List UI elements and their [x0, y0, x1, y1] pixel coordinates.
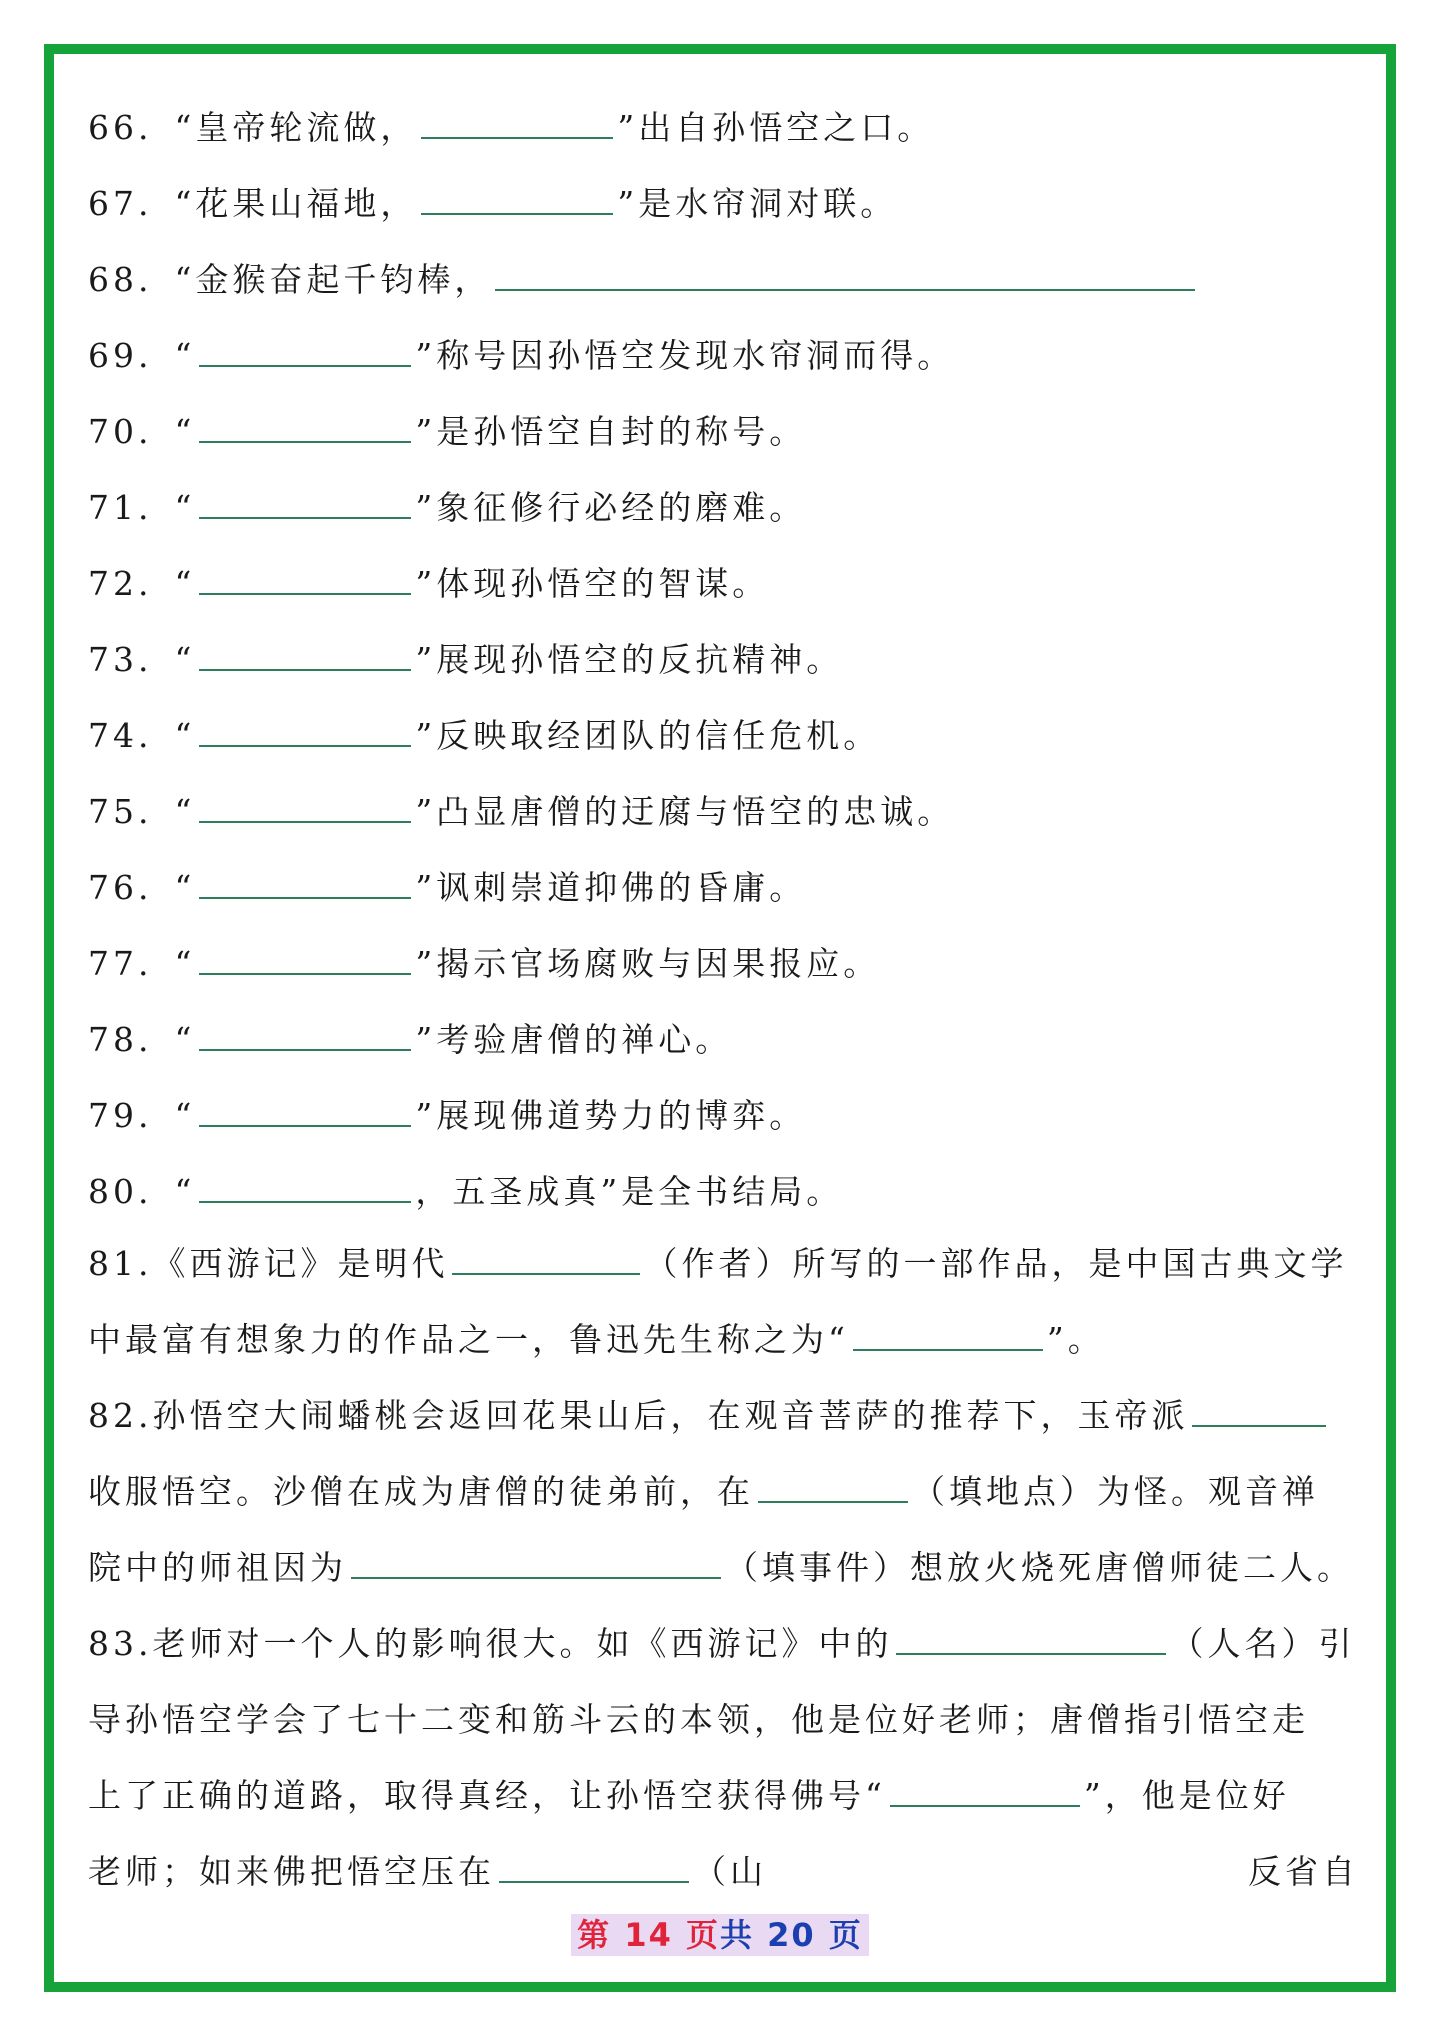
q82-text-b: 收服悟空。沙僧在成为唐僧的徒弟前，在: [88, 1472, 754, 1511]
question-item: [88, 942, 880, 986]
q83-text-c: 导孙悟空学会了七十二变和筋斗云的本领，他是位好老师；唐僧指引悟空走: [88, 1700, 1309, 1739]
footer-ye: 页: [685, 1916, 720, 1954]
question-text-before: “: [174, 488, 196, 527]
q83-text-f: 老师；如来佛把悟空压在: [88, 1852, 495, 1891]
footer-ye2: 页: [828, 1916, 863, 1954]
question-text-after: ”象征修行必经的磨难。: [415, 488, 807, 527]
footer-di: 第: [577, 1916, 612, 1954]
answer-blank[interactable]: [199, 1095, 411, 1127]
question-text-after: ”讽刺崇道抑佛的昏庸。: [415, 868, 807, 907]
question-83-line-2: [88, 1698, 1309, 1742]
question-item: [88, 638, 843, 682]
question-number: 76.: [88, 868, 153, 907]
question-text-before: “: [174, 640, 196, 679]
answer-blank[interactable]: [199, 487, 411, 519]
question-number: 72.: [88, 564, 153, 603]
answer-blank[interactable]: [199, 1171, 411, 1203]
question-item: [88, 714, 880, 758]
q83-text-a: 83.老师对一个人的影响很大。如《西游记》中的: [88, 1624, 893, 1663]
q81-text-c: 中最富有想象力的作品之一，鲁迅先生称之为“: [88, 1320, 849, 1359]
answer-blank[interactable]: [199, 563, 411, 595]
q82-text-e: （填事件）想放火烧死唐僧师徒二人。: [725, 1548, 1354, 1587]
q83-buddha-title-blank[interactable]: [890, 1775, 1080, 1807]
question-text-before: “: [174, 792, 196, 831]
question-text-before: “: [174, 1020, 196, 1059]
question-item: [88, 866, 806, 910]
answer-blank[interactable]: [199, 639, 411, 671]
answer-blank[interactable]: [199, 791, 411, 823]
q83-text-e: ”，他是位好: [1083, 1776, 1290, 1815]
q82-text-d: 院中的师祖因为: [88, 1548, 347, 1587]
question-text-after: ”展现佛道势力的博弈。: [415, 1096, 807, 1135]
question-number: 69.: [88, 336, 153, 375]
question-number: 79.: [88, 1096, 153, 1135]
question-text-before: “: [174, 1096, 196, 1135]
question-text-before: “金猴奋起千钧棒，: [174, 260, 492, 299]
answer-blank[interactable]: [199, 1019, 411, 1051]
question-item: [88, 106, 934, 150]
q83-name-blank[interactable]: [896, 1623, 1166, 1655]
question-text-before: “: [174, 1172, 196, 1211]
question-number: 77.: [88, 944, 153, 983]
q83-text-d: 上了正确的道路，取得真经，让孙悟空获得佛号“: [88, 1776, 886, 1815]
question-text-after: ”称号因孙悟空发现水帘洞而得。: [415, 336, 955, 375]
q81-text-b: （作者）所写的一部作品，是中国古典文学: [644, 1244, 1348, 1283]
question-81-line-1: [88, 1242, 1347, 1286]
question-text-after: ”是水帘洞对联。: [617, 184, 898, 223]
q83-mountain-blank[interactable]: [499, 1851, 689, 1883]
question-text-after: ”考验唐僧的禅心。: [415, 1020, 733, 1059]
q82-place-blank[interactable]: [758, 1471, 908, 1503]
question-text-after: ，五圣成真”是全书结局。: [415, 1172, 844, 1211]
question-82-line-1: [88, 1394, 1330, 1438]
q82-person-blank[interactable]: [1192, 1395, 1326, 1427]
q81-title-blank[interactable]: [853, 1319, 1043, 1351]
q83-text-h: 反省自: [1248, 1852, 1359, 1891]
q83-text-b: （人名）引: [1170, 1624, 1356, 1663]
question-83-line-4-end: [1248, 1850, 1359, 1894]
q82-text-c: （填地点）为怪。观音禅: [912, 1472, 1319, 1511]
question-item: [88, 410, 806, 454]
question-item: [88, 1170, 843, 1214]
question-text-before: “: [174, 716, 196, 755]
question-text-before: “: [174, 944, 196, 983]
question-text-after: ”凸显唐僧的迂腐与悟空的忠诚。: [415, 792, 955, 831]
answer-blank[interactable]: [421, 107, 613, 139]
answer-blank[interactable]: [199, 411, 411, 443]
question-number: 78.: [88, 1020, 153, 1059]
question-item: [88, 334, 954, 378]
question-item: [88, 790, 954, 834]
question-83-line-3: [88, 1774, 1290, 1818]
answer-blank[interactable]: [199, 335, 411, 367]
question-number: 80.: [88, 1172, 153, 1211]
footer-gong: 共: [720, 1916, 755, 1954]
question-81-line-2: [88, 1318, 1105, 1362]
q81-text-d: ”。: [1046, 1320, 1105, 1359]
question-83-line-1: [88, 1622, 1355, 1666]
q81-author-blank[interactable]: [452, 1243, 640, 1275]
page-footer: [0, 1910, 1440, 1956]
question-number: 67.: [88, 184, 153, 223]
q82-text-a: 82.孙悟空大闹蟠桃会返回花果山后，在观音菩萨的推荐下，玉帝派: [88, 1396, 1189, 1435]
question-item: [88, 1094, 806, 1138]
question-83-line-4: [88, 1850, 767, 1894]
question-number: 75.: [88, 792, 153, 831]
question-text-after: ”展现孙悟空的反抗精神。: [415, 640, 844, 679]
question-82-line-3: [88, 1546, 1354, 1590]
question-item: [88, 1018, 732, 1062]
question-number: 68.: [88, 260, 153, 299]
answer-blank[interactable]: [199, 943, 411, 975]
question-text-before: “: [174, 336, 196, 375]
question-item: [88, 486, 806, 530]
question-text-before: “: [174, 868, 196, 907]
question-text-before: “: [174, 412, 196, 451]
question-text-after: ”是孙悟空自封的称号。: [415, 412, 807, 451]
question-item: [88, 258, 1199, 302]
question-text-after: ”反映取经团队的信任危机。: [415, 716, 881, 755]
question-item: [88, 562, 769, 606]
question-number: 66.: [88, 108, 153, 147]
answer-blank[interactable]: [421, 183, 613, 215]
q81-text-a: 81.《西游记》是明代: [88, 1244, 449, 1283]
answer-blank[interactable]: [199, 867, 411, 899]
question-82-line-2: [88, 1470, 1319, 1514]
q83-text-g: （山: [693, 1852, 767, 1891]
question-number: 71.: [88, 488, 153, 527]
question-text-after: ”体现孙悟空的智谋。: [415, 564, 770, 603]
answer-blank[interactable]: [495, 259, 1195, 291]
footer-total-pages: 20: [767, 1916, 816, 1954]
footer-page-number: 14: [624, 1916, 673, 1954]
question-text-before: “花果山福地，: [174, 184, 418, 223]
page-indicator: [571, 1914, 869, 1956]
question-text-after: ”揭示官场腐败与因果报应。: [415, 944, 881, 983]
q82-event-blank[interactable]: [351, 1547, 721, 1579]
question-text-before: “皇帝轮流做，: [174, 108, 418, 147]
question-text-before: “: [174, 564, 196, 603]
question-number: 70.: [88, 412, 153, 451]
question-number: 74.: [88, 716, 153, 755]
answer-blank[interactable]: [199, 715, 411, 747]
question-number: 73.: [88, 640, 153, 679]
question-text-after: ”出自孙悟空之口。: [617, 108, 935, 147]
question-item: [88, 182, 897, 226]
